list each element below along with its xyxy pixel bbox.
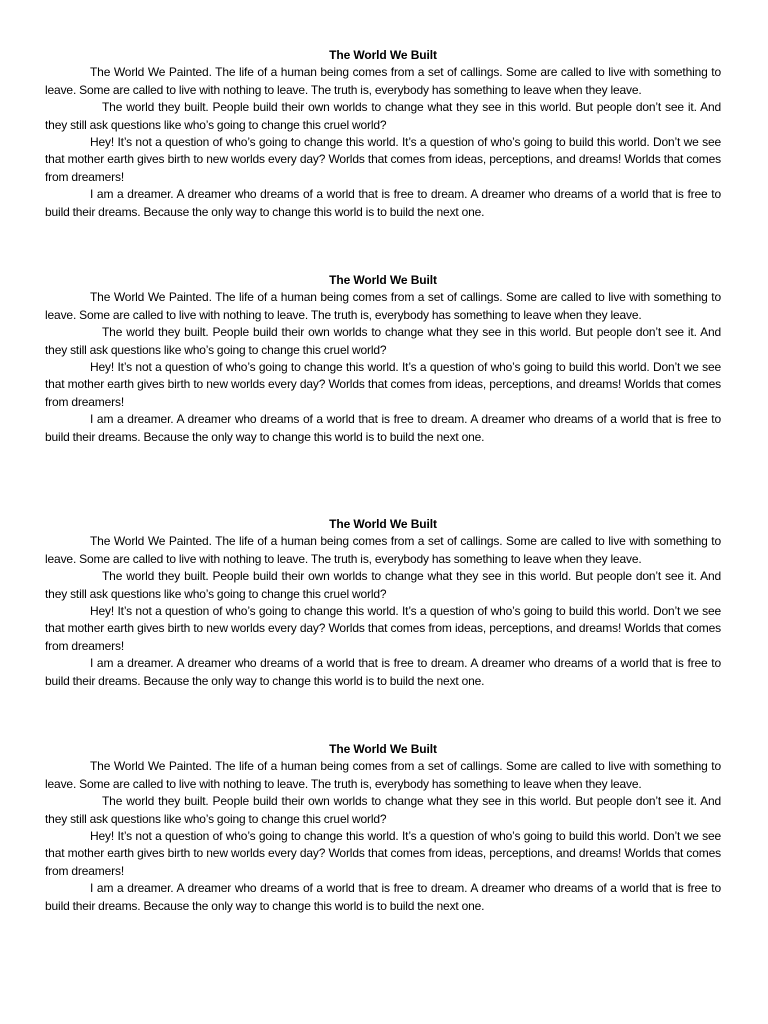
paragraph-3: Hey! It’s not a question of who’s going to change this world. It’s a question of who’s going to build this world. Don’t we see that mother earth gives birth to new worlds every day? Worlds that comes from ideas, perceptions, and dreams! Worlds that comes from dreamers!: [45, 135, 721, 184]
paragraph-3: Hey! It’s not a question of who’s going to change this world. It’s a question of who’s going to build this world. Don’t we see that mother earth gives birth to new worlds every day? Worlds that comes from ideas, perceptions, and dreams! Worlds that comes from dreamers!: [45, 829, 721, 878]
paragraph-1: The World We Painted. The life of a human being comes from a set of callings. Some are called to live with something to leave. Some are called to live with nothing to leave. The truth is, everybody has something to leave when they leave.: [45, 290, 721, 322]
text-section-2: [45, 272, 721, 446]
paragraph-4: I am a dreamer. A dreamer who dreams of a world that is free to dream. A dreamer who dreams of a world that is free to build their dreams. Because the only way to change this world is to build the next one.: [45, 881, 721, 913]
paragraph-2: The world they built. People build their own worlds to change what they see in this world. But people don’t see it. And they still ask questions like who’s going to change this cruel world?: [45, 794, 721, 826]
paragraph-4: I am a dreamer. A dreamer who dreams of a world that is free to dream. A dreamer who dreams of a world that is free to build their dreams. Because the only way to change this world is to build the next one.: [45, 656, 721, 688]
paragraph-1: The World We Painted. The life of a human being comes from a set of callings. Some are called to live with something to leave. Some are called to live with nothing to leave. The truth is, everybody has something to leave when they leave.: [45, 759, 721, 791]
text-section-1: [45, 47, 721, 221]
section-title: The World We Built: [329, 517, 437, 531]
paragraph-2: The world they built. People build their own worlds to change what they see in this world. But people don’t see it. And they still ask questions like who’s going to change this cruel world?: [45, 325, 721, 357]
paragraph-2: The world they built. People build their own worlds to change what they see in this world. But people don’t see it. And they still ask questions like who’s going to change this cruel world?: [45, 100, 721, 132]
paragraph-1: The World We Painted. The life of a human being comes from a set of callings. Some are called to live with something to leave. Some are called to live with nothing to leave. The truth is, everybody has something to leave when they leave.: [45, 65, 721, 97]
section-title: The World We Built: [329, 48, 437, 62]
paragraph-2: The world they built. People build their own worlds to change what they see in this world. But people don’t see it. And they still ask questions like who’s going to change this cruel world?: [45, 569, 721, 601]
section-title: The World We Built: [329, 742, 437, 756]
paragraph-3: Hey! It’s not a question of who’s going to change this world. It’s a question of who’s going to build this world. Don’t we see that mother earth gives birth to new worlds every day? Worlds that comes from ideas, perceptions, and dreams! Worlds that comes from dreamers!: [45, 604, 721, 653]
paragraph-3: Hey! It’s not a question of who’s going to change this world. It’s a question of who’s going to build this world. Don’t we see that mother earth gives birth to new worlds every day? Worlds that comes from ideas, perceptions, and dreams! Worlds that comes from dreamers!: [45, 360, 721, 409]
paragraph-1: The World We Painted. The life of a human being comes from a set of callings. Some are called to live with something to leave. Some are called to live with nothing to leave. The truth is, everybody has something to leave when they leave.: [45, 534, 721, 566]
text-section-3: [45, 516, 721, 690]
paragraph-4: I am a dreamer. A dreamer who dreams of a world that is free to dream. A dreamer who dreams of a world that is free to build their dreams. Because the only way to change this world is to build the next one.: [45, 187, 721, 219]
paragraph-4: I am a dreamer. A dreamer who dreams of a world that is free to dream. A dreamer who dreams of a world that is free to build their dreams. Because the only way to change this world is to build the next one.: [45, 412, 721, 444]
section-title: The World We Built: [329, 273, 437, 287]
text-section-4: [45, 741, 721, 915]
